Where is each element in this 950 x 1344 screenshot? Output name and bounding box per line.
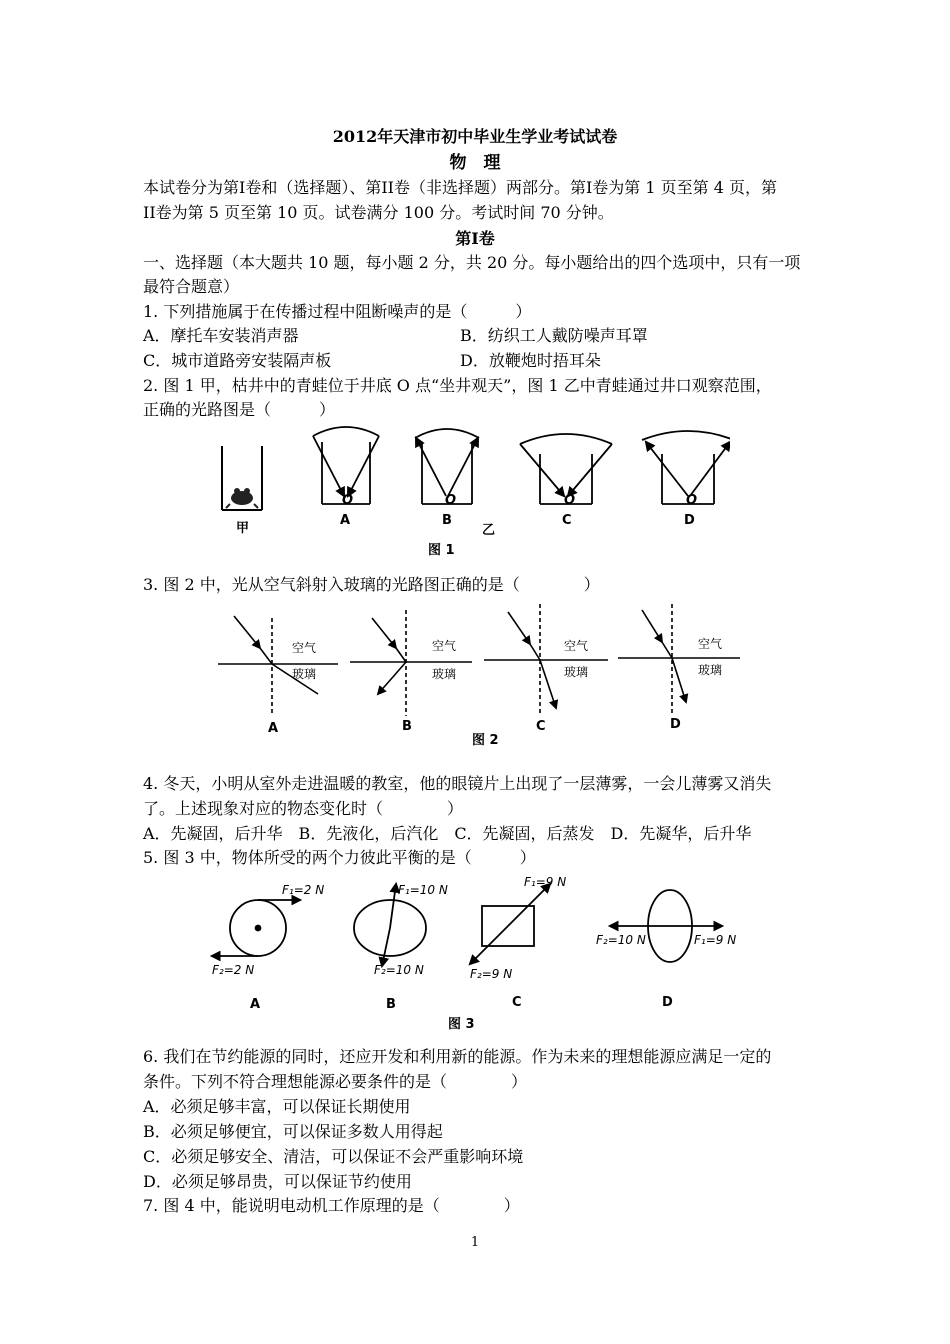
fig2-label-d: D [670,717,681,732]
fig1-point-o-d: O [686,493,698,508]
q1-option-c: C．城市道路旁安装隔声板 [143,351,332,370]
fig1-label-b: B [442,513,452,528]
q2-stem-line-2: 正确的光路图是（ ） [143,400,336,419]
q7-stem: 7. 图 4 中，能说明电动机工作原理的是（ ） [143,1196,520,1215]
fig1-caption: 图 1 [428,543,455,558]
fig2-option-d [618,604,740,714]
fig3-a-f1: F₁=2 N [282,883,325,897]
q3-stem: 3. 图 2 中，光从空气斜射入玻璃的光路图正确的是（ ） [143,575,600,594]
q6-option-d: D．必须足够昂贵，可以保证节约使用 [143,1172,412,1191]
fig1-point-o-c: O [564,493,576,508]
q1-option-a: A．摩托车安装消声器 [143,326,299,345]
fig3-c-f1: F₁=9 N [524,875,567,889]
q2-stem-line-1: 2. 图 1 甲，枯井中的青蛙位于井底 O 点“坐井观天”，图 1 乙中青蛙通过井口观察范围， [143,376,772,395]
fig3-label-d: D [662,995,673,1010]
fig2-glass-a: 玻璃 [292,667,317,681]
q6-option-c: C．必须足够安全、清洁，可以保证不会严重影响环境 [143,1147,524,1166]
fig3-b-f1: F₁=10 N [398,883,448,897]
fig1-point-o-b: O [445,493,457,508]
q4-stem-line-2: 了。上述现象对应的物态变化时（ ） [143,799,464,818]
fig3-label-a: A [250,997,261,1012]
figure-2 [210,598,750,748]
fig3-d-f1: F₁=9 N [694,933,737,947]
exam-title: 2012年天津市初中毕业生学业考试试卷 [332,127,618,146]
fig3-option-a [212,900,300,956]
fig2-option-b [350,610,472,716]
fig3-label-c: C [512,995,522,1010]
fig3-option-d [610,890,722,962]
section1-line-1: 一、选择题（本大题共 10 题，每小题 2 分，共 20 分。每小题给出的四个选项中，只有一项 [143,253,801,272]
subject-title: 物 理 [449,153,501,173]
fig2-label-a: A [268,721,279,736]
q4-stem-line-1: 4. 冬天，小明从室外走进温暖的教室，他的眼镜片上出现了一层薄雾，一会儿薄雾又消失 [143,774,772,793]
fig1-label-a: A [340,513,351,528]
q6-option-a: A．必须足够丰富，可以保证长期使用 [143,1097,411,1116]
fig1-label-d: D [684,513,695,528]
fig2-air-d: 空气 [698,637,723,651]
fig2-air-a: 空气 [292,641,317,655]
fig2-glass-b: 玻璃 [432,667,457,681]
fig2-option-c [484,604,608,716]
q1-option-b: B．纺织工人戴防噪声耳罩 [460,326,648,345]
section1-line-2: 最符合题意） [143,277,240,296]
fig1-point-o-a: O [342,493,354,508]
fig3-b-f2: F₂=10 N [374,963,424,977]
frog-icon [226,488,258,508]
q6-option-b: B．必须足够便宜，可以保证多数人用得起 [143,1122,443,1141]
fig2-glass-d: 玻璃 [698,663,723,677]
fig3-label-b: B [386,997,396,1012]
intro-line-1: 本试卷分为第Ⅰ卷和（选择题）、第II卷（非选择题）两部分。第Ⅰ卷为第 1 页至第 4 页，第 [143,178,777,197]
page-number: 1 [470,1235,480,1250]
q6-stem-line-2: 条件。下列不符合理想能源必要条件的是（ ） [143,1072,528,1091]
fig2-air-b: 空气 [432,639,457,653]
fig3-a-f2: F₂=2 N [212,963,255,977]
figure-1 [210,424,730,564]
fig3-option-c [470,884,550,964]
fig2-glass-c: 玻璃 [564,665,589,679]
figure-3 [200,870,760,1035]
fig2-label-c: C [536,719,546,734]
volume-title: 第Ⅰ卷 [455,229,495,248]
fig1-label-yi: 乙 [482,523,496,538]
fig3-d-f2: F₂=10 N [596,933,646,947]
fig2-label-b: B [402,719,412,734]
fig3-c-f2: F₂=9 N [470,967,513,981]
q1-stem: 1. 下列措施属于在传播过程中阻断噪声的是（ ） [143,302,532,321]
fig1-label-jia: 甲 [236,521,250,536]
fig1-label-c: C [562,513,572,528]
fig2-caption: 图 2 [472,733,499,748]
q1-option-d: D．放鞭炮时捂耳朵 [460,351,601,370]
fig2-option-a [218,616,338,716]
fig3-caption: 图 3 [448,1017,475,1032]
intro-line-2: II卷为第 5 页至第 10 页。试卷满分 100 分。考试时间 70 分钟。 [143,203,614,222]
q4-options: A．先凝固，后升华 B．先液化，后汽化 C．先凝固，后蒸发 D．先凝华，后升华 [143,824,752,843]
q5-stem: 5. 图 3 中，物体所受的两个力彼此平衡的是（ ） [143,848,536,867]
fig2-air-c: 空气 [564,639,589,653]
q6-stem-line-1: 6. 我们在节约能源的同时，还应开发和利用新的能源。作为未来的理想能源应满足一定的 [143,1047,772,1066]
